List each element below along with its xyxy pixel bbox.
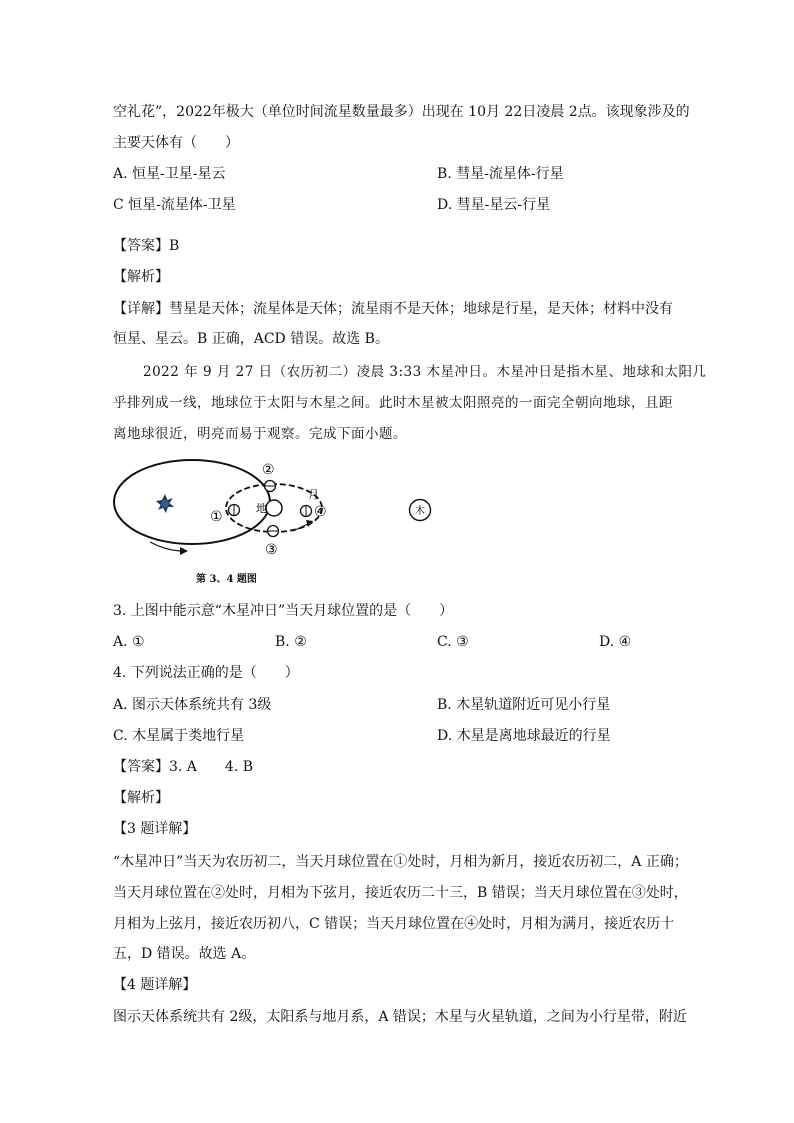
moon-position-2	[265, 481, 276, 492]
moon-position-3	[268, 526, 279, 537]
q3-option-a: A. ①	[113, 634, 145, 650]
q3-option-c: C. ③	[437, 634, 469, 650]
q2-detail-line2: 恒星、星云。B 正确，ACD 错误。故选 B。	[113, 331, 389, 347]
marker-1: ①	[210, 509, 223, 525]
jupiter-symbol	[408, 498, 432, 522]
earth	[266, 500, 282, 516]
marker-3: ③	[265, 542, 278, 558]
moon-position-4	[301, 506, 312, 517]
jupiter-label: 木	[415, 506, 425, 517]
figure-caption: 第 3、4 题图	[196, 574, 257, 585]
q3-detail-line2: 当天月球位置在②处时，月相为下弦月，接近农历二十三，B 错误；当天月球位置在③处时，	[113, 885, 688, 901]
q2-option-a: A. 恒星-卫星-星云	[113, 166, 226, 182]
sun-icon	[156, 494, 174, 513]
q2-option-b: B. 彗星-流星体-行星	[437, 166, 564, 182]
orbit-arrowhead	[180, 547, 188, 555]
q2-stem-line1: 空礼花”，2022年极大（单位时间流星数量最多）出现在 10月 22日凌晨 2点。该现象涉及的	[113, 104, 690, 120]
q3-option-d: D. ④	[599, 634, 632, 650]
q2-option-d: D. 彗星-星云-行星	[437, 197, 551, 213]
moon-position-1	[229, 505, 240, 516]
q2-stem-line2: 主要天体有（ ）	[113, 135, 239, 151]
passage-line3: 离地球很近，明亮而易于观察。完成下面小题。	[113, 426, 407, 442]
q4-detail-line1: 图示天体系统共有 2级，太阳系与地月系，A 错误；木星与火星轨道，之间为小行星带，附近	[113, 1009, 687, 1025]
q34-analysis-title: 【解析】	[113, 790, 169, 806]
q34-answers: 【答案】3. A 4. B	[113, 759, 254, 775]
q3-detail-line3: 月相为上弦月，接近农历初八，C 错误；当天月球位置在④处时，月相为满月，接近农历十	[113, 916, 675, 932]
orbit-diagram	[110, 458, 350, 570]
passage-line2: 乎排列成一线，地球位于太阳与木星之间。此时木星被太阳照亮的一面完全朝向地球，且距	[113, 395, 673, 411]
q3-option-b: B. ②	[275, 634, 307, 650]
q3-detail-title: 【3 题详解】	[113, 821, 197, 837]
earth-orbit	[114, 460, 270, 544]
q2-answer: 【答案】B	[113, 238, 180, 254]
q3-detail-line4: 五，D 错误。故选 A。	[113, 946, 256, 962]
marker-4: ④	[314, 504, 327, 520]
q4-stem: 4. 下列说法正确的是（ ）	[113, 665, 299, 681]
passage-line1: 2022 年 9 月 27 日（农历初二）凌晨 3:33 木星冲日。木星冲日是指木星、地球和太阳几	[143, 364, 707, 380]
q3-stem: 3. 上图中能示意“木星冲日”当天月球位置的是（ ）	[113, 603, 454, 619]
q2-analysis-title: 【解析】	[113, 269, 169, 285]
q4-option-d: D. 木星是离地球最近的行星	[437, 728, 611, 744]
marker-2: ②	[262, 462, 275, 478]
q4-detail-title: 【4 题详解】	[113, 977, 197, 993]
q4-option-b: B. 木星轨道附近可见小行星	[437, 697, 611, 713]
q2-detail-line1: 【详解】彗星是天体；流星体是天体；流星雨不是天体；地球是行星，是天体；材料中没有	[113, 301, 673, 317]
earth-label: 地	[256, 502, 267, 515]
moon-orbit-arrow	[293, 524, 308, 531]
q4-option-c: C. 木星属于类地行星	[113, 728, 245, 744]
q4-option-a: A. 图示天体系统共有 3级	[113, 697, 272, 713]
moon-label: 月	[308, 488, 319, 501]
q2-option-c: C 恒星-流星体-卫星	[113, 197, 236, 213]
q3-detail-line1: “木星冲日”当天为农历初二，当天月球位置在①处时，月相为新月，接近农历初二，A 正确；	[113, 854, 688, 870]
